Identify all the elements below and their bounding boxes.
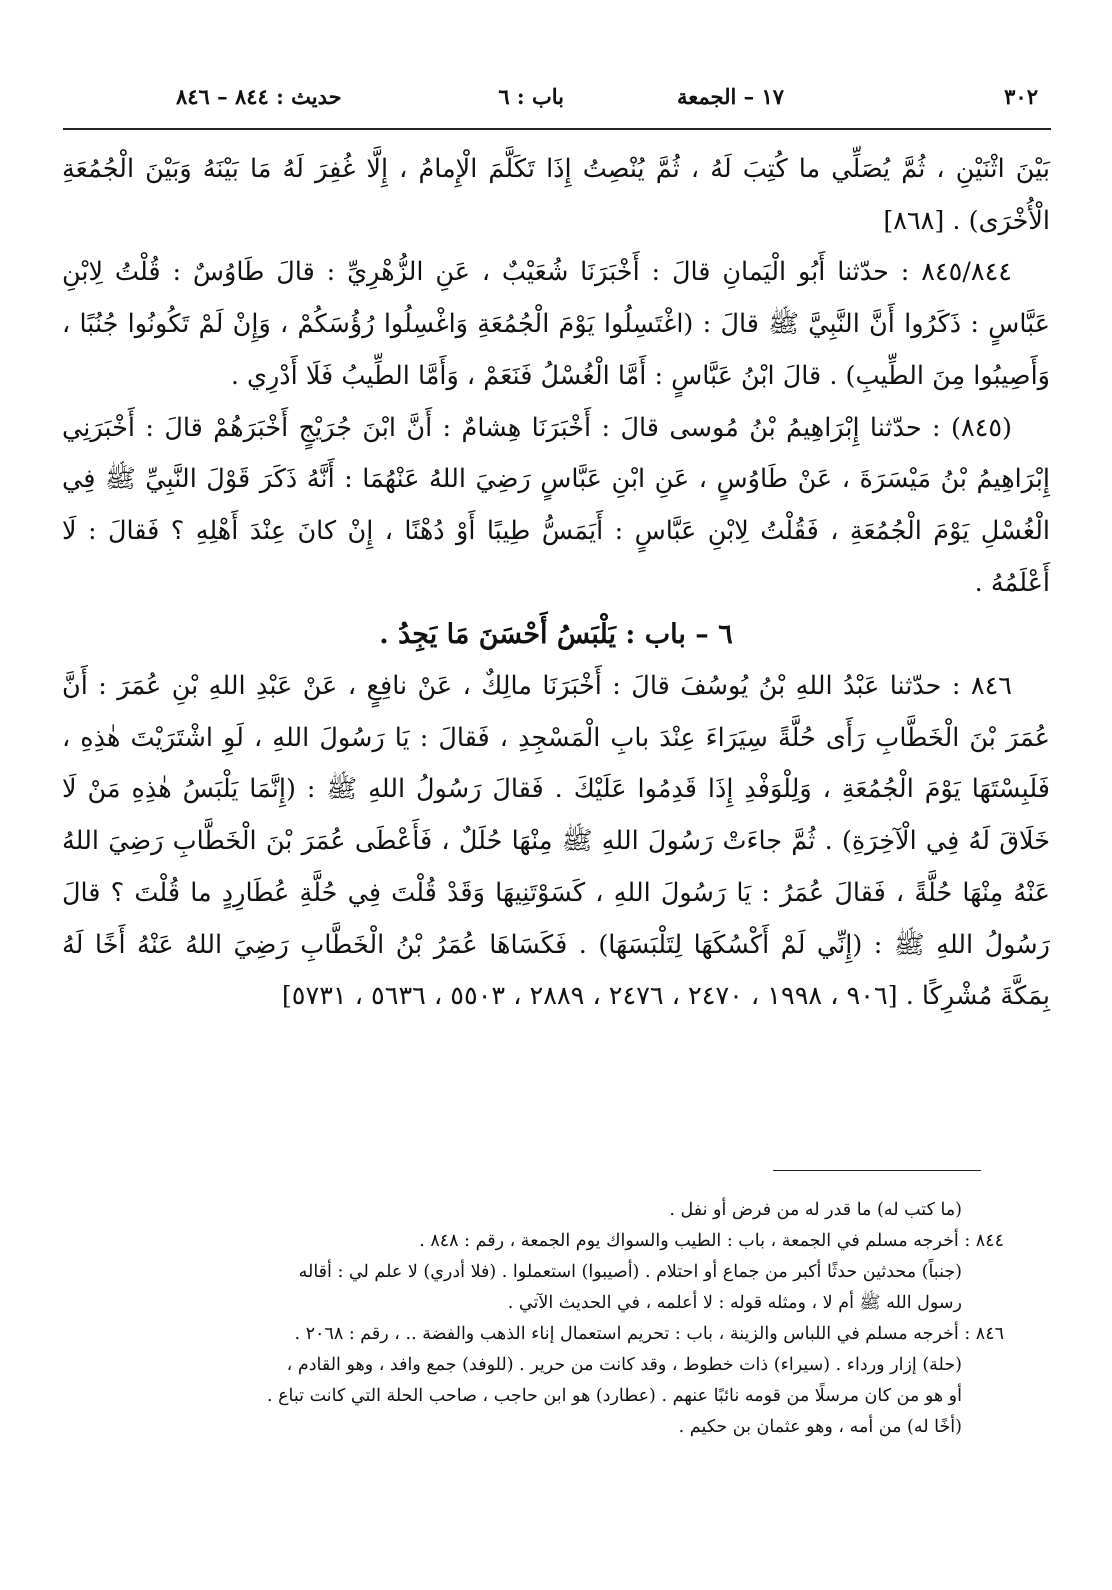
footnote-4: ٨٤٦ : أخرجه مسلم في اللباس والزينة ، باب : تحريم استعمال إناء الذهب والفضة .. ، رقم : ٢٠٦٨ . [294, 1324, 1004, 1344]
hadith-846: ٨٤٦ : حدّثنا عَبْدُ اللهِ بْنُ يُوسُفَ قالَ : أَخْبَرَنَا مالِكٌ ، عَنْ نافِعٍ ، عَنْ عَبْدِ اللهِ بْنِ عُمَرَ : أَنَّ عُمَرَ بْنَ الْخَطَّابِ رَأَى حُلَّةً سِيَرَاءَ عِنْدَ بابِ الْمَسْجِدِ ، فَقالَ : يَا رَسُولَ اللهِ ، لَوِ اشْتَرَيْتَ هٰذِهِ ، فَلَبِسْتَهَا يَوْمَ الْجُمُعَةِ ، وَلِلْوَفْدِ إِذَا قَدِمُوا عَلَيْكَ . فَقالَ رَسُولُ اللهِ ﷺ : (إِنَّمَا يَلْبَسُ هٰذِهِ مَنْ لَا خَلَاقَ لَهُ فِي الْآخِرَةِ) . ثُمَّ جاءَتْ رَسُولَ اللهِ ﷺ مِنْهَا حُلَلٌ ، فَأَعْطَى عُمَرَ بْنَ الْخَطَّابِ رَضِيَ اللهُ عَنْهُ مِنْهَا حُلَّةً ، فَقالَ عُمَرُ : يَا رَسُولَ اللهِ ، كَسَوْتَنِيهَا وَقَدْ قُلْتَ فِي حُلَّةِ عُطَارِدٍ ما قُلْتَ ؟ قالَ رَسُولُ اللهِ ﷺ : (إِنِّي لَمْ أَكْسُكَهَا لِتَلْبَسَهَا) . فَكَسَاهَا عُمَرُ بْنُ الْخَطَّابِ رَضِيَ اللهُ عَنْهُ أَخًا لَهُ بِمَكَّةَ مُشْرِكًا . [٩٠٦ ، ١٩٩٨ ، ٢٤٧٠ ، ٢٤٧٦ ، ٢٨٨٩ ، ٥٥٠٣ ، ٥٦٣٦ ، ٥٧٣١] [62, 671, 1050, 1012]
main-text [62, 144, 1050, 1023]
header-divider [63, 128, 1051, 130]
page-header [176, 84, 1038, 118]
footnote-5: (حلة) إزار ورداء . (سيراء) ذات خطوط ، وقد كانت من حرير . (للوفد) جمع وافد ، وهو القادم ، [286, 1355, 962, 1375]
hadith-844: ٨٤٥/٨٤٤ : حدّثنا أَبُو الْيَمانِ قالَ : أَخْبَرَنَا شُعَيْبٌ ، عَنِ الزُّهْرِيِّ : قالَ طَاوُسٌ : قُلْتُ لِابْنِ عَبَّاسٍ : ذَكَرُوا أَنَّ النَّبِيَّ ﷺ قالَ : (اغْتَسِلُوا يَوْمَ الْجُمُعَةِ وَاغْسِلُوا رُؤُسَكُمْ ، وَإِنْ لَمْ تَكُونُوا جُنُبًا ، وَأَصِيبُوا مِنَ الطِّيبِ) . قالَ ابْنُ عَبَّاسٍ : أَمَّا الْغُسْلُ فَنَعَمْ ، وَأَمَّا الطِّيبُ فَلَا أَدْرِي . [62, 257, 1050, 391]
footnotes [90, 1195, 1004, 1443]
hadith-range: حديث : ٨٤٤ – ٨٤٦ [176, 84, 342, 109]
page-number: ٣٠٢ [1004, 84, 1038, 109]
footnote-2: ٨٤٤ : أخرجه مسلم في الجمعة ، باب : الطيب والسواك يوم الجمعة ، رقم : ٨٤٨ . [419, 1231, 1004, 1251]
book-title: ١٧ – الجمعة [676, 84, 784, 109]
footnote-1: (ما كتب له) ما قدر له من فرض أو نفل . [669, 1200, 962, 1220]
footnote-divider [773, 1170, 981, 1171]
paragraph-continuation: بَيْنَ اثْنَيْنِ ، ثُمَّ يُصَلِّي ما كُتِبَ لَهُ ، ثُمَّ يُنْصِتُ إِذَا تَكَلَّمَ الْإِمامُ ، إِلَّا غُفِرَ لَهُ مَا بَيْنَهُ وَبَيْنَ الْجُمُعَةِ الْأُخْرَى) . [٨٦٨] [62, 154, 1050, 236]
footnote-5-cont2: (أخًا له) من أمه ، وهو عثمان بن حكيم . [678, 1417, 962, 1437]
chapter-heading: ٦ – باب : يَلْبَسُ أَحْسَنَ مَا يَجِدُ . [379, 619, 733, 651]
footnote-3: (جنباً) محدثين حدثًا أكبر من جماع أو احتلام . (أصيبوا) استعملوا . (فلا أدري) لا علم لي : أقاله [298, 1262, 962, 1282]
footnote-5-cont: أو هو من كان مرسلًا من قومه نائبًا عنهم . (عطارد) هو ابن حاجب ، صاحب الحلة التي كانت تباع . [266, 1386, 962, 1406]
hadith-845: (٨٤٥) : حدّثنا إِبْرَاهِيمُ بْنُ مُوسى قالَ : أَخْبَرَنَا هِشامٌ : أَنَّ ابْنَ جُرَيْجٍ أَخْبَرَهُمْ قالَ : أَخْبَرَنِي إِبْرَاهِيمُ بْنُ مَيْسَرَةَ ، عَنْ طَاوُسٍ ، عَنِ ابْنِ عَبَّاسٍ رَضِيَ اللهُ عَنْهُمَا : أَنَّهُ ذَكَرَ قَوْلَ النَّبِيِّ ﷺ فِي الْغُسْلِ يَوْمَ الْجُمُعَةِ ، فَقُلْتُ لِابْنِ عَبَّاسٍ : أَيَمَسُّ طِيبًا أَوْ دُهْنًا ، إِنْ كانَ عِنْدَ أَهْلِهِ ؟ فَقالَ : لَا أَعْلَمُهُ . [62, 412, 1050, 598]
footnote-3-cont: رسول الله ﷺ أم لا ، ومثله قوله : لا أعلمه ، في الحديث الآتي . [507, 1293, 962, 1313]
chapter-label: باب : ٦ [498, 84, 564, 109]
